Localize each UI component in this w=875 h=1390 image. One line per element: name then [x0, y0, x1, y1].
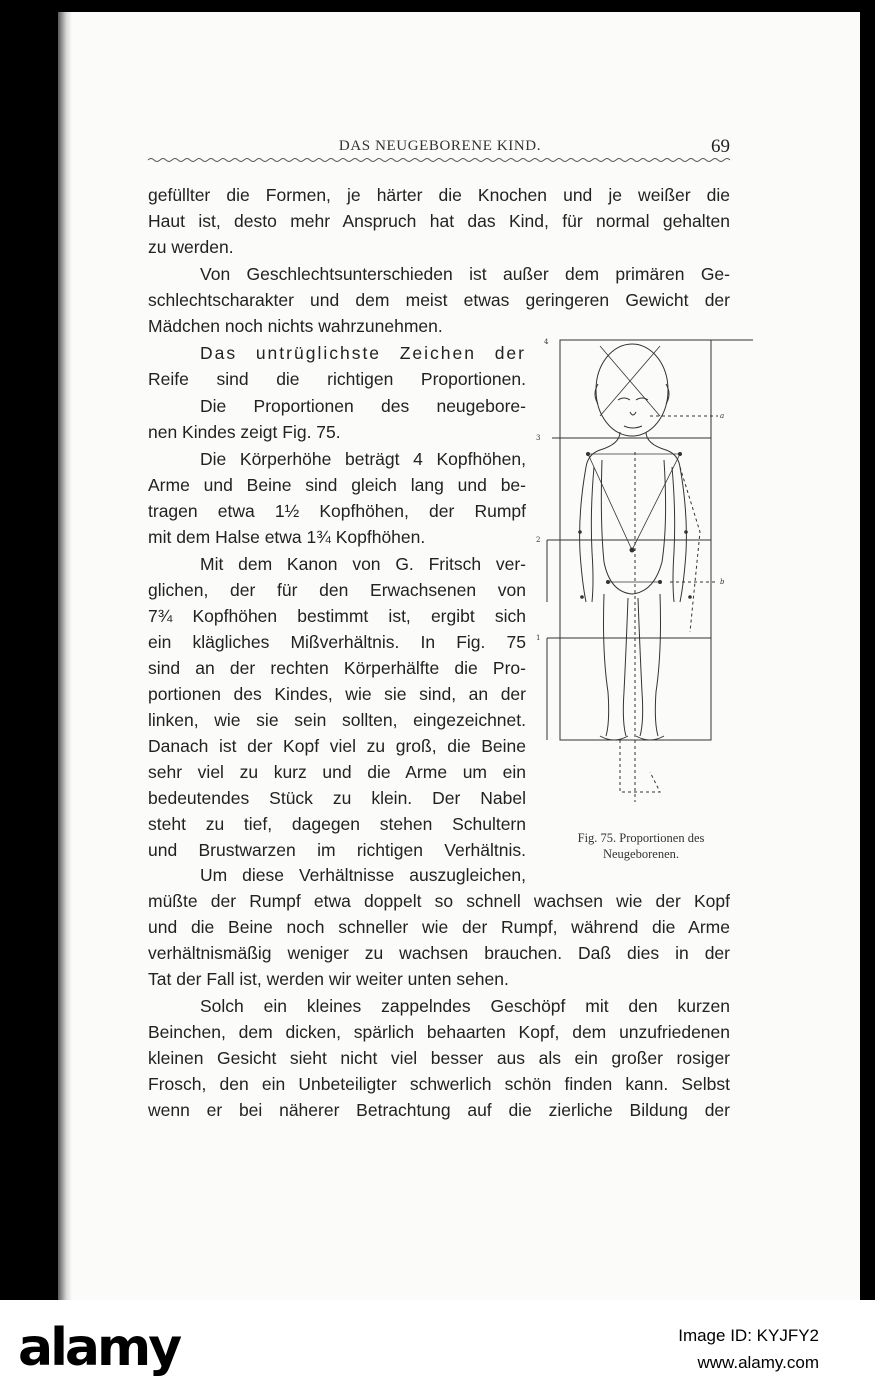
scan-border-right	[860, 0, 875, 1300]
text-line: sind an der rechten Körperhälfte die Pro-	[148, 658, 526, 678]
text-line: Haut ist, desto mehr Anspruch hat das Kind, für normal gehalten	[148, 211, 730, 231]
text-line: bedeutendes Stück zu klein. Der Nabel	[148, 788, 526, 808]
text-line: sehr viel zu kurz und die Arme um ein	[148, 762, 526, 782]
scale-label: 4	[544, 338, 549, 346]
text-line: Reife sind die richtigen Proportionen.	[148, 369, 526, 389]
scan-border-left	[0, 0, 58, 1300]
child-arm-left	[580, 467, 594, 602]
text-line: Die Körperhöhe beträgt 4 Kopfhöhen,	[200, 449, 526, 469]
text-line: Beinchen, dem dicken, spärlich behaarten Kopf, dem unzufriedenen	[148, 1022, 730, 1042]
text-line: ein klägliches Mißverhältnis. In Fig. 75	[148, 632, 526, 652]
scale-label: 1	[536, 634, 541, 642]
text-line: Solch ein kleines zappelndes Geschöpf mit den kurzen	[200, 996, 730, 1016]
child-leg-right	[638, 594, 661, 736]
text-line: nen Kindes zeigt Fig. 75.	[148, 422, 341, 442]
marker-label: b	[720, 578, 725, 586]
text-line: glichen, der für den Erwachsenen von	[148, 580, 526, 600]
footer-url: www.alamy.com	[697, 1353, 819, 1372]
marker-label: a	[720, 412, 725, 420]
text-line: Danach ist der Kopf viel zu groß, die Beine	[148, 736, 526, 756]
text-line: steht zu tief, dagegen stehen Schultern	[148, 814, 526, 834]
child-torso	[601, 460, 665, 594]
alamy-logo: alamy	[18, 1318, 180, 1378]
text-line: müßte der Rumpf etwa doppelt so schnell wachsen wie der Kopf	[148, 891, 730, 911]
text-line: Frosch, den ein Unbeteiligter schwerlich schön finden kann. Selbst	[148, 1074, 730, 1094]
text-line: Von Geschlechtsunterschieden ist außer dem primären Ge-	[200, 264, 730, 284]
text-line: Mit dem Kanon von G. Fritsch ver-	[200, 554, 526, 574]
child-head	[596, 344, 668, 436]
text-line: tragen etwa 1½ Kopfhöhen, der Rumpf	[148, 501, 526, 521]
text-line: und Brustwarzen im richtigen Verhältnis.	[148, 840, 526, 860]
text-line: mit dem Halse etwa 1¾ Kopfhöhen.	[148, 527, 426, 547]
text-line: portionen des Kindes, wie sie sind, an der	[148, 684, 526, 704]
text-line: 7¾ Kopfhöhen bestimmt ist, ergibt sich	[148, 606, 526, 626]
text-line: gefüllter die Formen, je härter die Knochen und je weißer die	[148, 185, 730, 205]
text-line: und die Beine noch schneller wie der Rumpf, während die Arme	[148, 917, 730, 937]
text-line: kleinen Gesicht sieht nicht viel besser aus als ein großer rosiger	[148, 1048, 730, 1068]
text-line: Um diese Verhältnisse auszugleichen,	[200, 865, 526, 885]
text-line: linken, wie sie sein sollten, eingezeichnet.	[148, 710, 526, 730]
header-wavy-rule	[148, 156, 732, 164]
text-line: Das untrüglichste Zeichen der	[200, 343, 526, 363]
page-number: 69	[711, 136, 730, 157]
text-line: Arme und Beine sind gleich lang und be-	[148, 475, 526, 495]
figure-caption	[546, 830, 736, 862]
child-leg-left	[604, 594, 629, 736]
image-id-label: Image ID: KYJFY2	[678, 1326, 819, 1345]
proportion-figure	[536, 332, 755, 822]
caption-line: Neugeborenen.	[602, 847, 679, 861]
text-line: schlechtscharakter und dem meist etwas geringeren Gewicht der	[148, 290, 730, 310]
text-line: zu werden.	[148, 237, 234, 257]
text-line: Die Proportionen des neugebore-	[200, 396, 526, 416]
caption-line: Fig. 75. Proportionen des	[577, 831, 705, 845]
text-line: Tat der Fall ist, werden wir weiter unten sehen.	[148, 969, 509, 989]
text-line: wenn er bei näherer Betrachtung auf die zierliche Bildung der	[148, 1100, 730, 1120]
page-spine-shadow	[58, 12, 72, 1300]
text-line: verhältnismäßig weniger zu wachsen brauchen. Daß dies in der	[148, 943, 730, 963]
scale-label: 3	[536, 434, 541, 442]
scale-label: 2	[536, 536, 541, 544]
text-line: Mädchen noch nichts wahrzunehmen.	[148, 316, 443, 336]
scan-border-top	[0, 0, 875, 12]
running-title: DAS NEUGEBORENE KIND.	[338, 138, 542, 154]
